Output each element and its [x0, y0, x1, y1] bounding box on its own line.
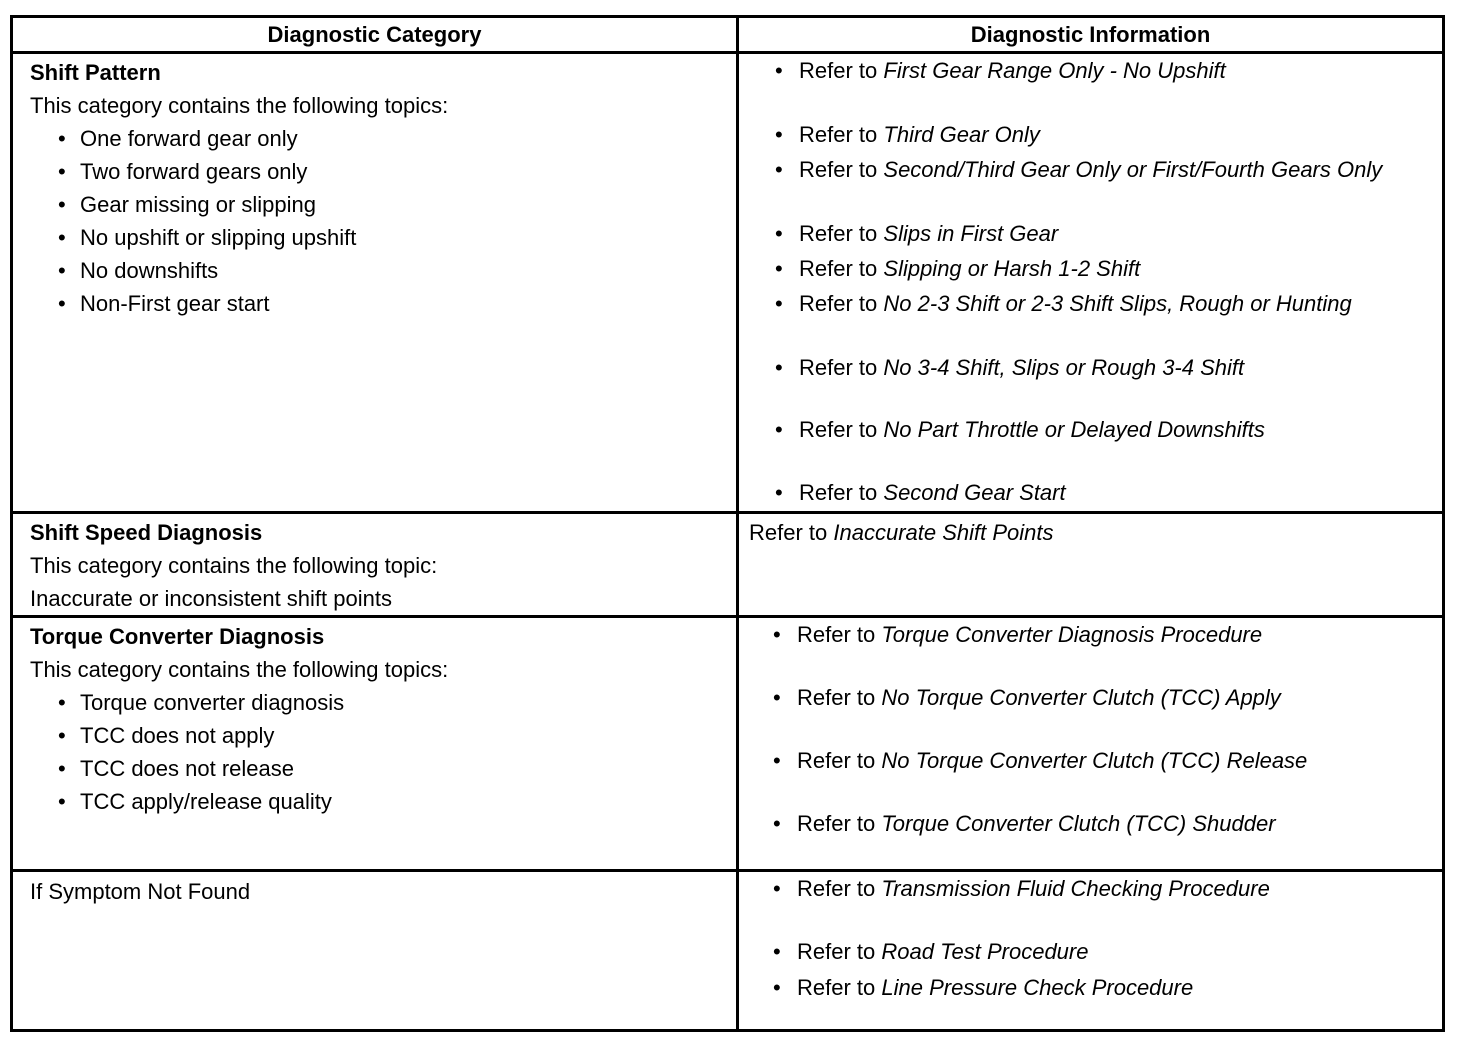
row-title: Torque Converter Diagnosis: [30, 624, 325, 649]
header-diagnostic-information: Diagnostic Information: [970, 22, 1211, 47]
row-divider: [13, 511, 1442, 514]
reference-item: • Refer to Slipping or Harsh 1-2 Shift: [775, 256, 1141, 281]
reference-item: • Refer to Road Test Procedure: [773, 939, 1089, 964]
reference-item: • Refer to No Part Throttle or Delayed Downshifts: [775, 417, 1265, 442]
topic-item: • Torque converter diagnosis: [30, 686, 730, 719]
reference-item: • Refer to No 2-3 Shift or 2-3 Shift Slips, Rough or Hunting: [775, 291, 1352, 316]
topic-item: • TCC does not apply: [30, 719, 730, 752]
reference-item: • Refer to Line Pressure Check Procedure: [773, 975, 1194, 1000]
topic-list: [30, 122, 730, 320]
row-shift-pattern-category: [30, 56, 730, 320]
column-divider: [736, 18, 739, 1029]
topic-item: • No upshift or slipping upshift: [30, 221, 730, 254]
reference-item: • Refer to Torque Converter Clutch (TCC) Shudder: [773, 811, 1276, 836]
reference-item: • Refer to Third Gear Only: [775, 122, 1040, 147]
reference-item: • Refer to No Torque Converter Clutch (TCC) Apply: [773, 685, 1281, 710]
reference-item: • Refer to Transmission Fluid Checking Procedure: [773, 876, 1270, 901]
reference-target: Inaccurate Shift Points: [833, 520, 1054, 545]
row-intro: This category contains the following topics:: [30, 93, 449, 118]
row-intro: This category contains the following topic:: [30, 553, 438, 578]
row-shift-speed-category: [30, 516, 730, 615]
topic-item: • Non-First gear start: [30, 287, 730, 320]
reference-item: • Refer to Torque Converter Diagnosis Procedure: [773, 622, 1263, 647]
topic-item: • Gear missing or slipping: [30, 188, 730, 221]
header-divider: [13, 51, 1442, 54]
topic-item: • No downshifts: [30, 254, 730, 287]
row-divider: [13, 869, 1442, 872]
reference-item: • Refer to Slips in First Gear: [775, 221, 1059, 246]
row-detail: Inaccurate or inconsistent shift points: [30, 586, 392, 611]
reference-item: • Refer to No 3-4 Shift, Slips or Rough 3-4 Shift: [775, 355, 1245, 380]
row-shift-speed-info: [749, 518, 1429, 547]
row-title: Shift Speed Diagnosis: [30, 520, 263, 545]
row-divider: [13, 615, 1442, 618]
topic-item: • TCC does not release: [30, 752, 730, 785]
reference-item: • Refer to Second Gear Start: [775, 480, 1066, 505]
row-symptom-not-found-category: [30, 875, 730, 908]
reference-item: • Refer to No Torque Converter Clutch (TCC) Release: [773, 748, 1308, 773]
topic-list: [30, 686, 730, 818]
header-diagnostic-category: Diagnostic Category: [267, 22, 482, 47]
reference-prefix: Refer to: [749, 520, 828, 545]
reference-item: • Refer to Second/Third Gear Only or First/Fourth Gears Only: [775, 157, 1383, 182]
reference-item: • Refer to First Gear Range Only - No Upshift: [775, 58, 1226, 83]
row-title: Shift Pattern: [30, 60, 161, 85]
row-torque-converter-category: [30, 620, 730, 818]
topic-item: • One forward gear only: [30, 122, 730, 155]
topic-item: • Two forward gears only: [30, 155, 730, 188]
diagnostic-table: [10, 15, 1445, 1032]
topic-item: • TCC apply/release quality: [30, 785, 730, 818]
row-title: If Symptom Not Found: [30, 879, 251, 904]
row-intro: This category contains the following topics:: [30, 657, 449, 682]
